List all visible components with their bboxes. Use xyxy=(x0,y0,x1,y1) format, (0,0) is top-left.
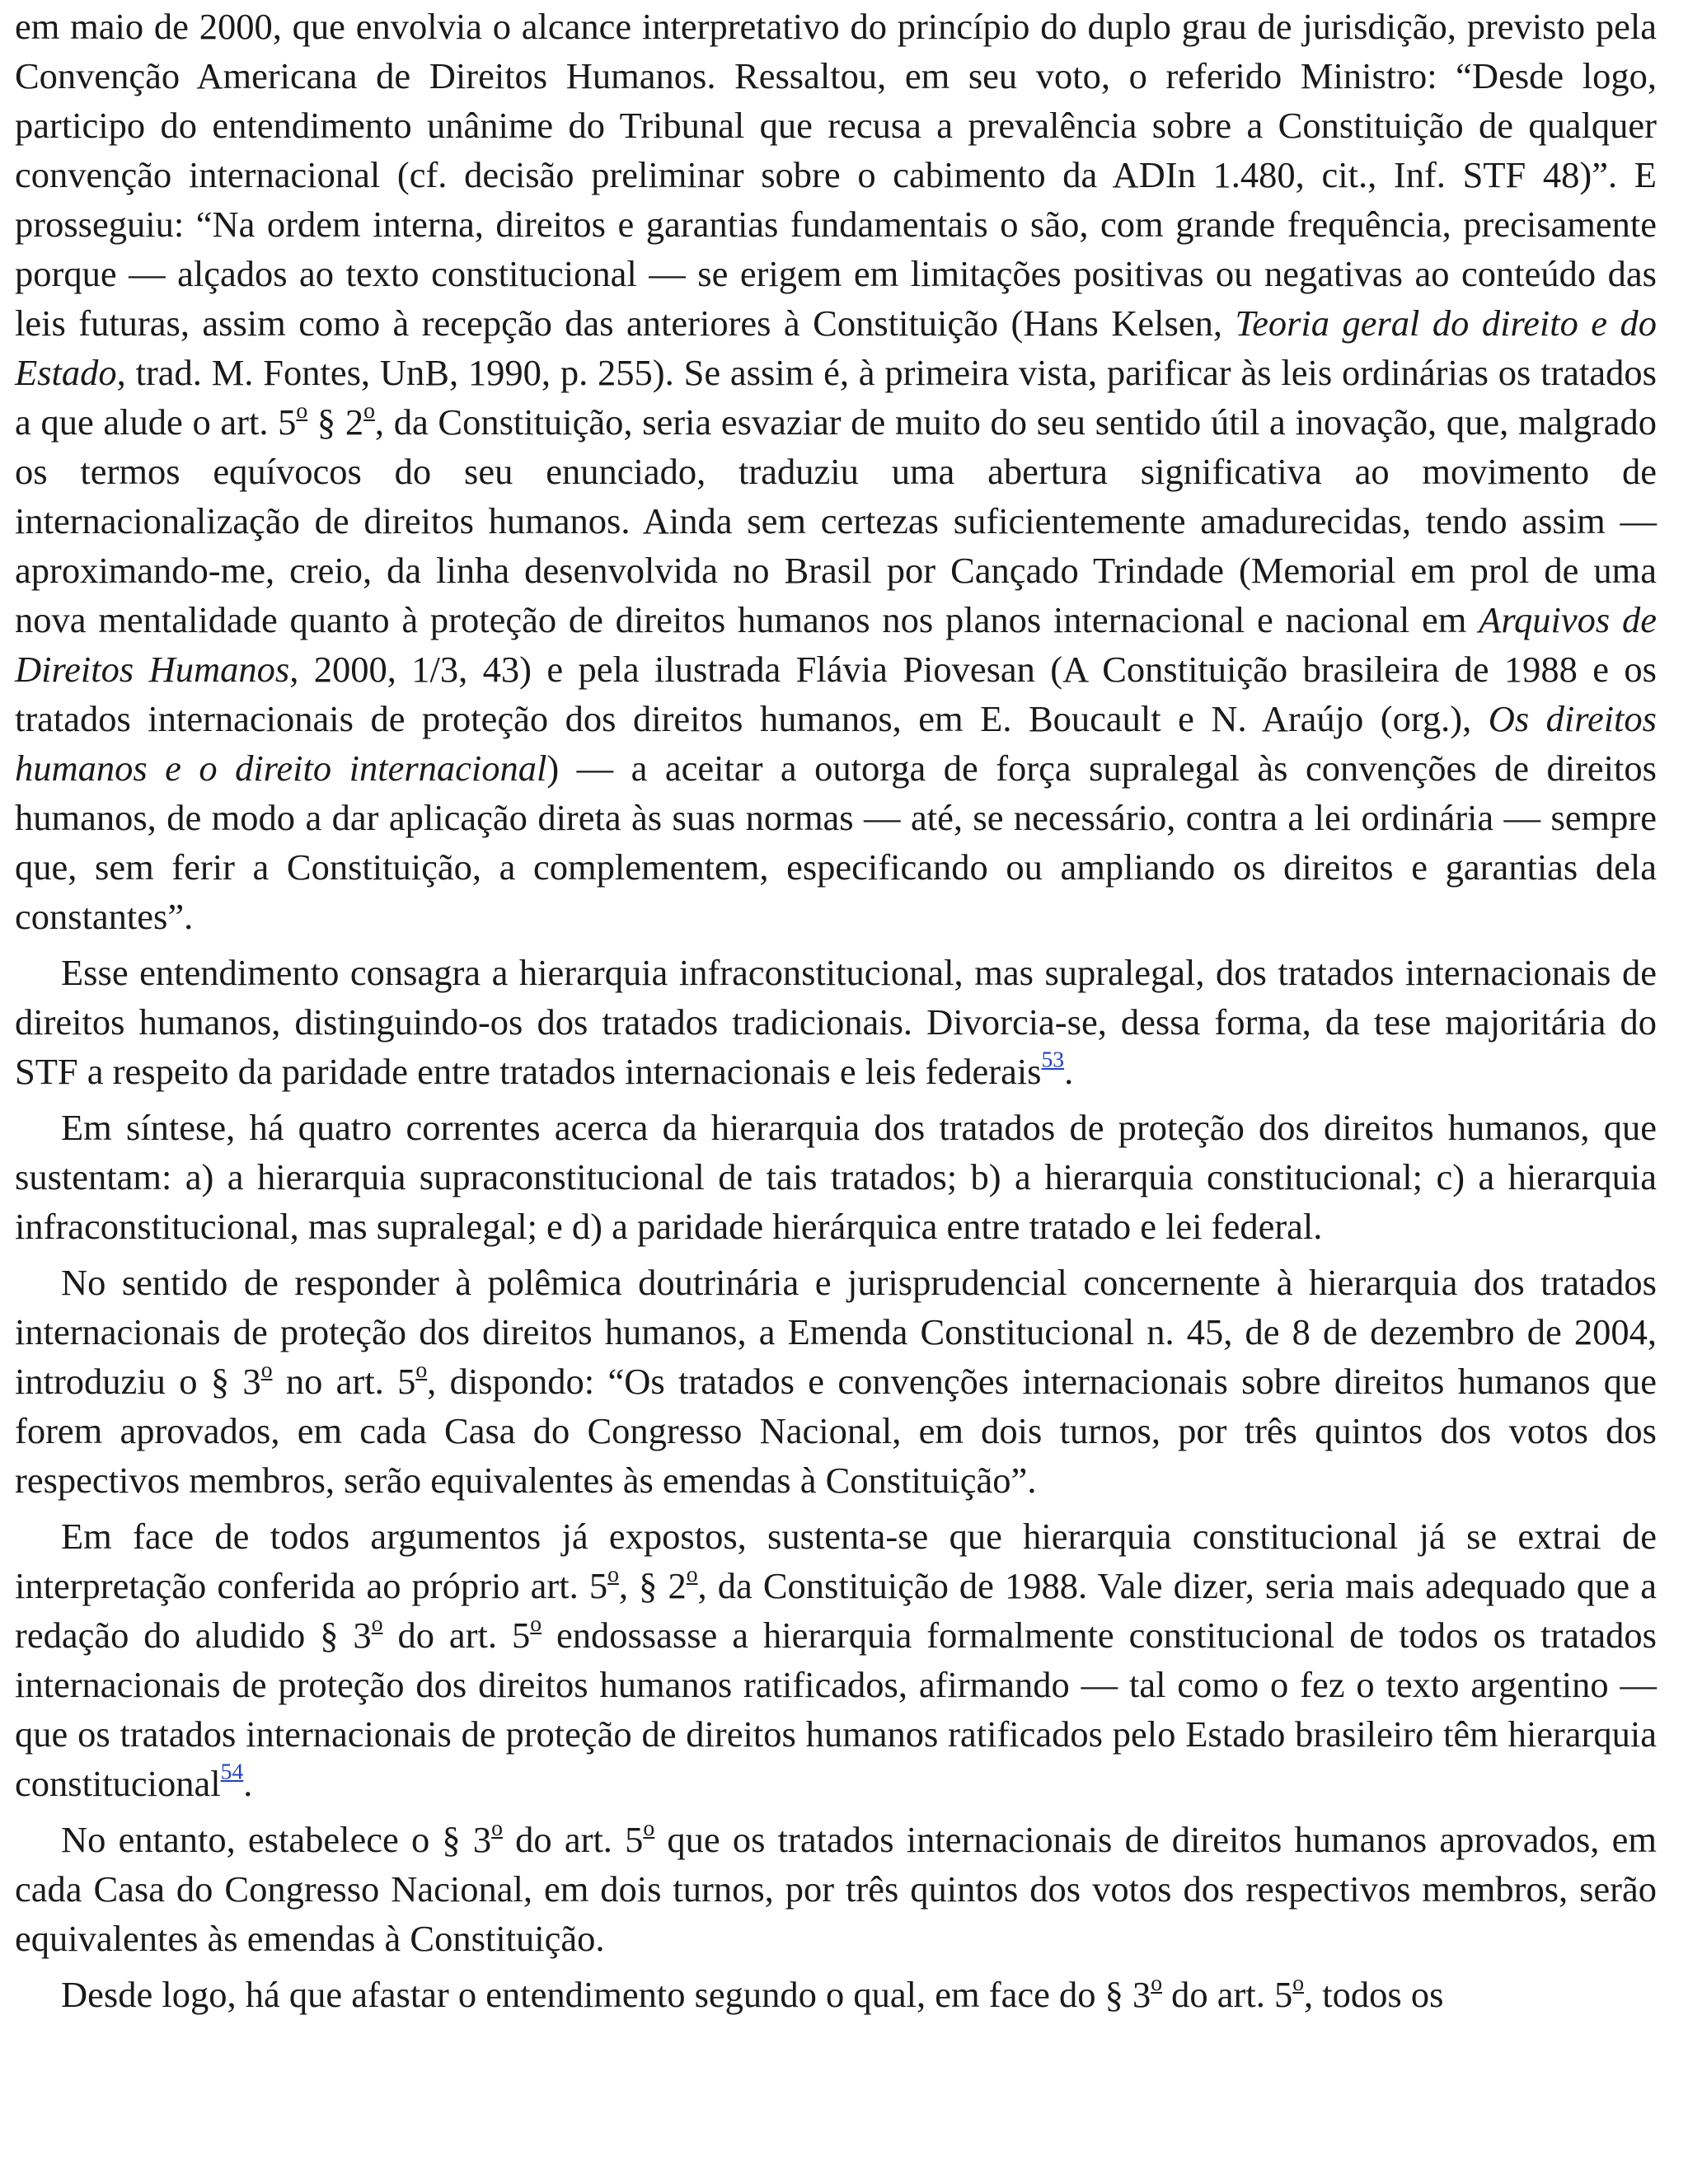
document-page xyxy=(15,2,1657,2019)
text-run: Esse entendimento consagra a hierarquia infraconstitucional, mas supralegal, dos tratados internacionais de direitos humanos, distinguindo-os dos tratados tradicionais. Divorcia-se, dessa forma, da tese majoritária do STF a respeito da paridade entre tratados internacionais e leis federais xyxy=(15,952,1657,1092)
footnote-ref xyxy=(1042,1046,1065,1071)
italic-title: Os direitos humanos e o direito internacional xyxy=(15,698,1657,789)
paragraph-4 xyxy=(15,1258,1657,1505)
text-run: . xyxy=(1064,1051,1074,1092)
italic-title: Arquivos de Direitos Humanos xyxy=(15,599,1657,690)
footnote-ref xyxy=(221,1758,244,1783)
paragraph-5 xyxy=(15,1511,1657,1808)
text-run: do art. 5 xyxy=(382,1615,531,1656)
text-run: § 2 xyxy=(307,401,364,443)
paragraph-7 xyxy=(15,1970,1657,2019)
ordinal-indicator: o xyxy=(415,1357,428,1383)
ordinal-indicator: o xyxy=(371,1610,383,1637)
paragraph-3 xyxy=(15,1103,1657,1251)
ordinal-indicator: o xyxy=(686,1561,698,1587)
ordinal-indicator: o xyxy=(491,1815,503,1841)
ordinal-indicator: o xyxy=(1292,1970,1305,1996)
text-run: , dispondo: “Os tratados e convenções internacionais sobre direitos humanos que forem aprovados, em cada Casa do Congresso Nacional, em dois turnos, por três quintos dos votos dos respectivos membros, serão equivalentes às emendas à Constituição”. xyxy=(15,1361,1657,1501)
text-run: do art. 5 xyxy=(502,1819,644,1860)
paragraph-6 xyxy=(15,1815,1657,1963)
text-run: No entanto, estabelece o § 3 xyxy=(61,1819,492,1860)
text-run: , § 2 xyxy=(618,1565,687,1606)
text-run: em maio de 2000, que envolvia o alcance interpretativo do princípio do duplo grau de jurisdição, previsto pela Convenção Americana de Direitos Humanos. Ressaltou, em seu voto, o referido Ministro: “Desde logo, participo do entendimento unânime do Tribunal que recusa a prevalência sobre a Constituição de qualquer convenção internacional (cf. decisão preliminar sobre o cabimento da ADIn 1.480, cit., Inf. STF 48)”. E prosseguiu: “Na ordem interna, direitos e garantias fundamentais o são, com grande frequência, precisamente porque — alçados ao texto constitucional — se erigem em limitações positivas ou negativas ao conteúdo das leis futuras, assim como à recepção das anteriores à Constituição (Hans Kelsen, xyxy=(15,6,1657,344)
text-run: Em face de todos argumentos já expostos, sustenta-se que hierarquia constitucional já se extrai de interpretação conferida ao próprio art. 5 xyxy=(15,1516,1657,1606)
text-run: , trad. M. Fontes, UnB, 1990, p. 255). Se assim é, à primeira vista, parificar às leis ordinárias os tratados a que alude o art. 5 xyxy=(15,352,1657,443)
text-run: , da Constituição, seria esvaziar de muito do seu sentido útil a inovação, que, malgrado os termos equívocos do seu enunciado, traduziu uma abertura significativa ao movimento de internacionalização de direitos humanos. Ainda sem certezas suficientemente amadurecidas, tendo assim — aproximando-me, creio, da linha desenvolvida no Brasil por Cançado Trindade (Memorial em prol de uma nova mentalidade quanto à proteção de direitos humanos nos planos internacional e nacional em xyxy=(15,401,1657,640)
text-run: que os tratados internacionais de direitos humanos aprovados, em cada Casa do Congresso Nacional, em dois turnos, por três quintos dos votos dos respectivos membros, serão equivalentes às emendas à Constituição. xyxy=(15,1819,1657,1959)
text-run: , todos os xyxy=(1304,1974,1444,2015)
text-run: Em síntese, há quatro correntes acerca da hierarquia dos tratados de proteção dos direitos humanos, que sustentam: a) a hierarquia supraconstitucional de tais tratados; b) a hierarquia constitucional; c) a hierarquia infraconstitucional, mas supralegal; e d) a paridade hierárquica entre tratado e lei federal. xyxy=(15,1107,1657,1247)
text-run: . xyxy=(243,1763,253,1804)
ordinal-indicator: o xyxy=(643,1815,655,1841)
ordinal-indicator: o xyxy=(607,1561,619,1587)
italic-title: Teoria geral do direito e do Estado xyxy=(15,302,1657,393)
text-run: No sentido de responder à polêmica doutrinária e jurisprudencial concernente à hierarquia dos tratados internacionais de proteção dos direitos humanos, a Emenda Constitucional n. 45, de 8 de dezembro de 2004, introduziu o § 3 xyxy=(15,1262,1657,1402)
text-run: endossasse a hierarquia formalmente constitucional de todos os tratados internacionais de proteção dos direitos humanos ratificados, afirmando — tal como o fez o texto argentino — que os tratados internacionais de proteção de direitos humanos ratificados pelo Estado brasileiro têm hierarquia constitucional xyxy=(15,1615,1657,1804)
text-run: , 2000, 1/3, 43) e pela ilustrada Flávia Piovesan (A Constituição brasileira de 1988 e os tratados internacionais de proteção dos direitos humanos, em E. Boucault e N. Araújo (org.), xyxy=(15,649,1657,739)
text-run: ) — a aceitar a outorga de força supralegal às convenções de direitos humanos, de modo a dar aplicação direta às suas normas — até, se necessário, contra a lei ordinária — sempre que, sem ferir a Constituição, a complementem, especificando ou ampliando os direitos e garantias dela constantes”. xyxy=(15,748,1657,937)
footnote-link-53[interactable]: 53 xyxy=(1041,1046,1065,1072)
paragraph-2 xyxy=(15,948,1657,1096)
footnote-link-54[interactable]: 54 xyxy=(220,1758,244,1784)
ordinal-indicator: o xyxy=(260,1357,273,1383)
text-run: no art. 5 xyxy=(272,1361,416,1402)
ordinal-indicator: o xyxy=(1151,1970,1163,1996)
ordinal-indicator: o xyxy=(296,397,308,424)
text-run: Desde logo, há que afastar o entendimento segundo o qual, em face do § 3 xyxy=(61,1974,1151,2015)
ordinal-indicator: o xyxy=(363,397,375,424)
text-run: do art. 5 xyxy=(1162,1974,1293,2015)
paragraph-1 xyxy=(15,2,1657,941)
ordinal-indicator: o xyxy=(530,1610,542,1637)
text-run: , da Constituição de 1988. Vale dizer, seria mais adequado que a redação do aludido § 3 xyxy=(15,1565,1658,1656)
